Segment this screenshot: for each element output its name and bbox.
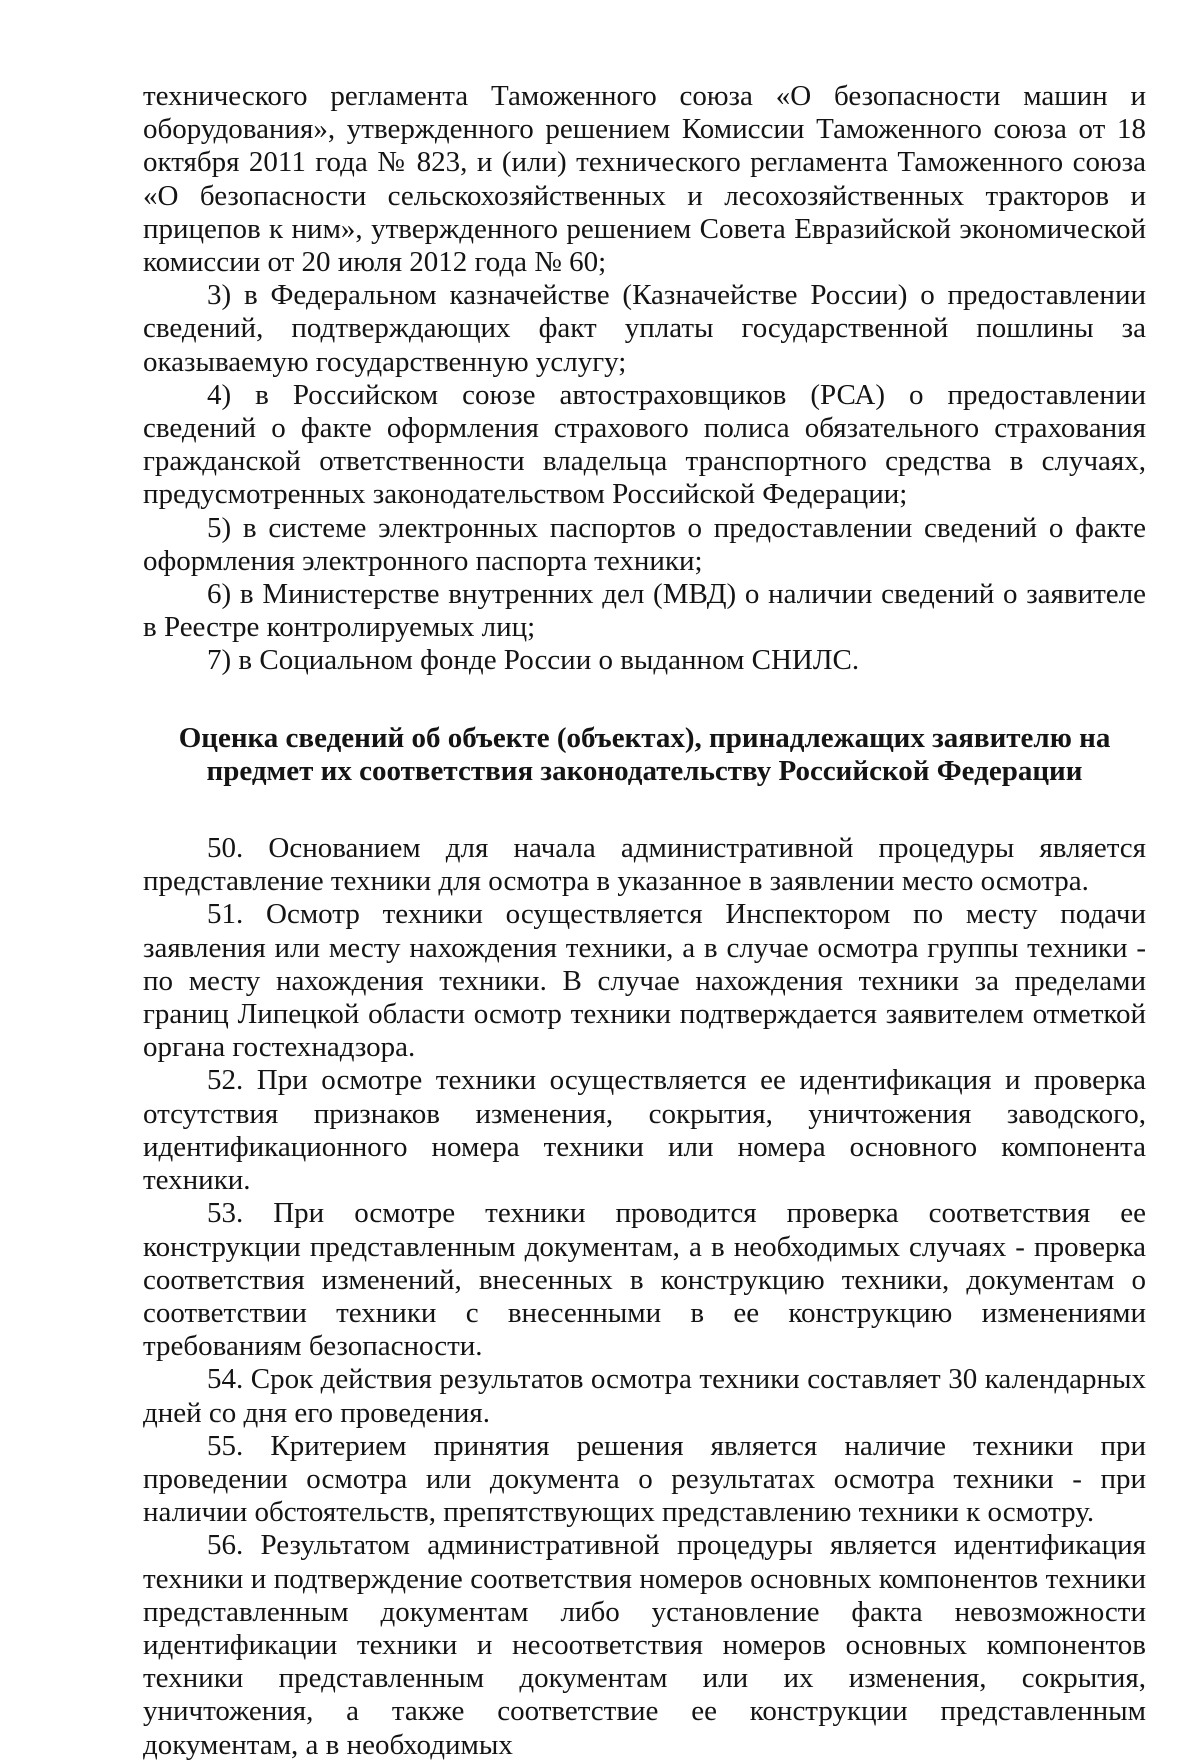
- numbered-paragraph: 56. Результатом административной процедуры является идентификация техники и подтверждение соответствия номеров основных компонентов техники представленным документам либо установление факта невозможности идентификации техники и несоответствия номеров основных компонентов техники представленным документам или их изменения, сокрытия, уничтожения, а также соответствие ее конструкции представленным документам, а в необходимых: [143, 1529, 1146, 1761]
- section-heading-line: Оценка сведений об объекте (объектах), принадлежащих заявителю на: [178, 721, 1111, 754]
- spacer: [143, 678, 1146, 722]
- section-heading-line: предмет их соответствия законодательству Российской Федерации: [206, 754, 1083, 787]
- spacer: [143, 788, 1146, 832]
- list-item: 7) в Социальном фонде России о выданном СНИЛС.: [207, 644, 860, 677]
- numbered-paragraph: 55. Критерием принятия решения является наличие техники при проведении осмотра или документа о результатах осмотра техники - при наличии обстоятельств, препятствующих представлению техники к осмотру.: [143, 1429, 1146, 1529]
- section-heading: [143, 722, 1146, 788]
- list-item: 6) в Министерстве внутренних дел (МВД) о наличии сведений о заявителе в Реестре контролируемых лиц;: [143, 578, 1146, 644]
- numbered-paragraph: 54. Срок действия результатов осмотра техники составляет 30 календарных дней со дня его проведения.: [143, 1363, 1146, 1429]
- numbered-paragraph: 53. При осмотре техники проводится проверка соответствия ее конструкции представленным документам, а в необходимых случаях - проверка соответствия изменений, внесенных в конструкцию техники, документам о соответствии техники с внесенными в ее конструкцию изменениями требованиям безопасности.: [143, 1197, 1146, 1363]
- intro-paragraph: технического регламента Таможенного союза «О безопасности машин и оборудования», утвержденного решением Комиссии Таможенного союза от 18 октября 2011 года № 823, и (или) технического регламента Таможенного союза «О безопасности сельскохозяйственных и лесохозяйственных тракторов и прицепов к ним», утвержденного решением Совета Евразийской экономической комиссии от 20 июля 2012 года № 60;: [143, 80, 1146, 279]
- numbered-paragraph: 50. Основанием для начала административной процедуры является представление техники для осмотра в указанное в заявлении место осмотра.: [143, 832, 1146, 898]
- document-body: [143, 80, 1146, 1762]
- list-item: 3) в Федеральном казначействе (Казначействе России) о предоставлении сведений, подтверждающих факт уплаты государственной пошлины за оказываемую государственную услугу;: [143, 279, 1146, 378]
- numbered-paragraph: 52. При осмотре техники осуществляется ее идентификация и проверка отсутствия признаков изменения, сокрытия, уничтожения заводского, идентификационного номера техники или номера основного компонента техники.: [143, 1064, 1146, 1197]
- list-item: 5) в системе электронных паспортов о предоставлении сведений о факте оформления электронного паспорта техники;: [143, 511, 1146, 577]
- list-item: 4) в Российском союзе автостраховщиков (РСА) о предоставлении сведений о факте оформления страхового полиса обязательного страхования гражданской ответственности владельца транспортного средства в случаях, предусмотренных законодательством Российской Федерации;: [143, 378, 1146, 511]
- numbered-paragraph: 51. Осмотр техники осуществляется Инспектором по месту подачи заявления или месту нахождения техники, а в случае осмотра группы техники - по месту нахождения техники. В случае нахождения техники за пределами границ Липецкой области осмотр техники подтверждается заявителем отметкой органа гостехнадзора.: [143, 898, 1146, 1064]
